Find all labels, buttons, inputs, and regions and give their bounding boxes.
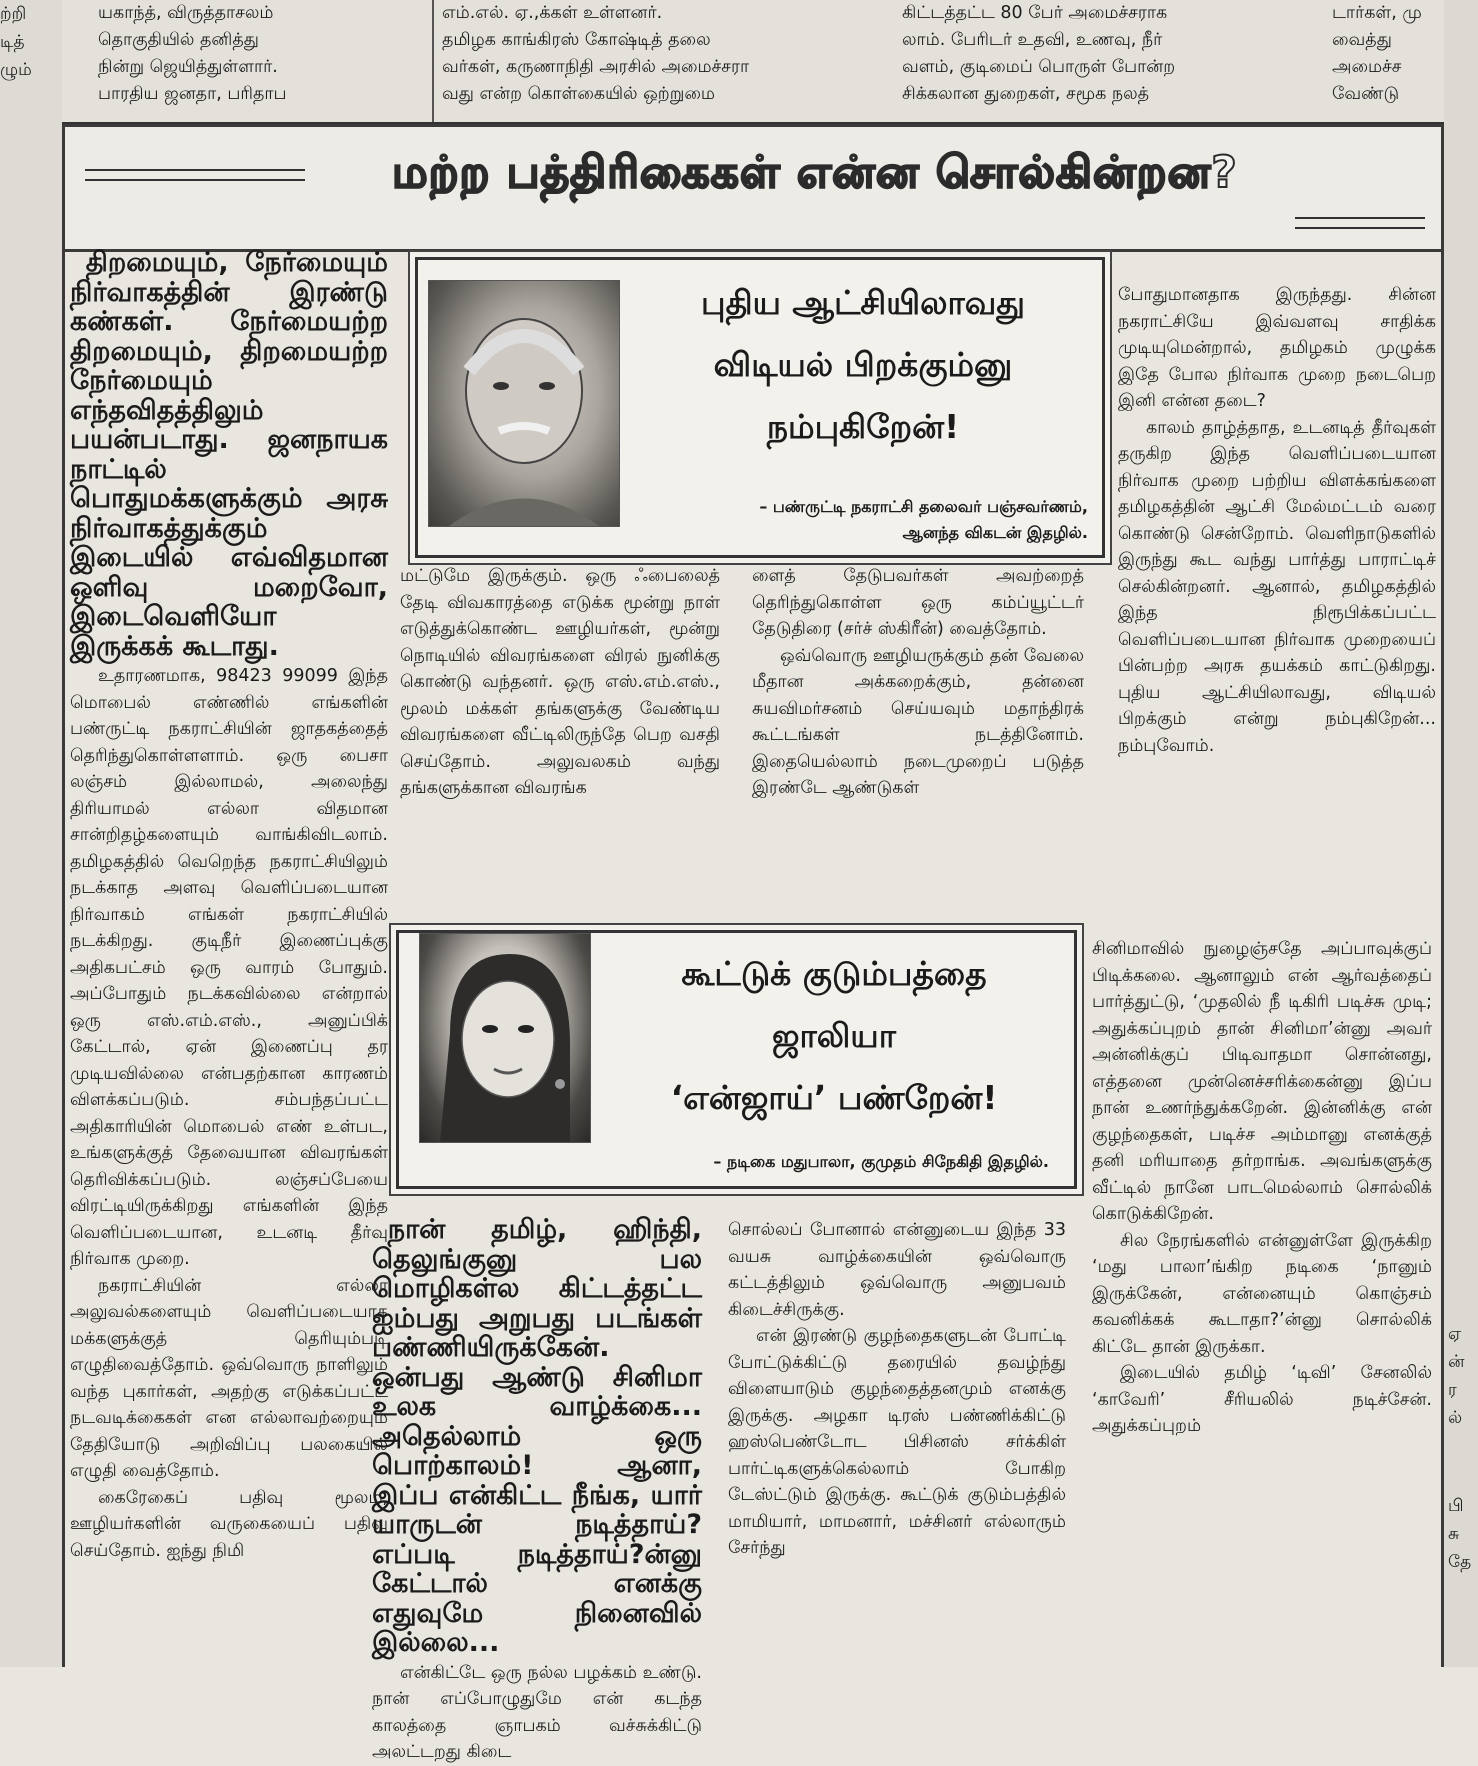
title-line: விடியல் பிறக்கும்னு <box>713 345 1013 384</box>
credit-line: – பண்ருட்டி நகராட்சி தலைவர் பஞ்சவர்ணம், <box>759 497 1088 516</box>
portrait-man-icon <box>428 280 620 527</box>
story1-credit <box>618 494 1088 546</box>
right-fragment: தே <box>1448 1552 1472 1572</box>
paragraph: கைரேகைப் பதிவு மூலம், ஊழியர்களின் வருகையைப் பதிவு செய்தோம். ஐந்து நிமி <box>70 1487 388 1561</box>
portrait-woman-icon-svg <box>420 934 590 1142</box>
story2-column-3 <box>1092 936 1432 1667</box>
story2-column-2 <box>728 1217 1066 1667</box>
section-headline: மற்ற பத்திரிகைகள் என்ன சொல்கின்றன? <box>392 147 1238 198</box>
right-fragment: ன் <box>1448 1352 1465 1372</box>
text-line: டார்கள், மு <box>1332 3 1422 23</box>
rule-line <box>85 179 305 181</box>
section-header <box>62 124 1444 252</box>
text-line: வளம், குடிமைப் பொருள் போன்ற <box>902 57 1176 77</box>
text-line: சிக்கலான துறைகள், சமூக நலத் <box>902 84 1150 104</box>
paragraph <box>372 1214 702 1660</box>
text-line: வர்கள், கருணாநிதி அரசில் அமைச்சரா <box>442 57 750 77</box>
paragraph: உதாரணமாக, 98423 99099 இந்த மொபைல் எண்ணில் எங்களின் பண்ருட்டி நகராட்சியின் ஜாதகத்தைத் தெரிந்துகொள்ளளாம். ஒரு பைசா லஞ்சம் இல்லாமல், அலைந்து திரியாமல் எல்லா விதமான சான்றிதழ்களையும் வாங்கிவிடலாம். தமிழகத்தில் வெறெந்த நகராட்சியிலும் நடக்காத அளவு வெளிப்படையான நிர்வாகம் எங்கள் நகராட்சியில் நடக்கிறது. குடிநீர் இணைப்புக்கு அதிகபட்சம் ஒரு வாரம் போதும். அப்போதும் நடக்கவில்லை என்றால் ஒரு எஸ்.எம்.எஸ்., அனுப்பிக் கேட்டால், ஏன் இணைப்பு தர முடியவில்லை என்பதற்கான காரணம் விளக்கப்படும். சம்பந்தப்பட்ட அதிகாரியின் மொபைல் எண் உள்பட, உங்களுக்குத் தேவையான விவரங்கள் தெரிவிக்கப்படும். லஞ்சப்பேயை விரட்டியிருக்கிறது எங்களின் இந்த வெளிப்படையான, உடனடி தீர்வு நிர்வாக முறை. <box>70 666 388 1269</box>
left-fragment: ற்றி <box>0 4 27 24</box>
left-fragment: ழும் <box>0 60 32 80</box>
paragraph: போதுமானதாக இருந்தது. சின்ன நகராட்சியே இவ்வளவு சாதிக்க முடியுமென்றால், தமிழகம் முழுக்க இதே போல நிர்வாக முறை நடைபெற இனி என்ன தடை? <box>1118 285 1436 411</box>
rule-line <box>1295 227 1425 229</box>
title-line: கூட்டுக் குடும்பத்தை <box>681 954 987 993</box>
portrait-man-icon-svg <box>429 281 619 526</box>
top-column-3 <box>902 0 1322 108</box>
paragraph: என்கிட்டே ஒரு நல்ல பழக்கம் உண்டு. நான் எப்போழுதுமே என் கடந்த காலத்தை ஞாபகம் வச்சுக்கிட்டு அலட்டறது கிடை <box>372 1662 702 1762</box>
column-divider <box>432 0 434 122</box>
paragraph: சில நேரங்களில் என்னுள்ளே இருக்கிற ‘மது பாலா’ங்கிற நடிகை ‘நானும் இருக்கேன், என்னையும் கொஞ்சம் கவனிக்கக் கூடாதா?’ன்னு சொல்லிக் கிட்டே தான் இருக்கா. <box>1092 1230 1432 1357</box>
paragraph: சொல்லப் போனால் என்னுடைய இந்த 33 வயசு வாழ்க்கையின் ஒவ்வொரு கட்டத்திலும் ஒவ்வொரு அனுபவம் கிடைச்சிருக்கு. <box>728 1220 1066 1320</box>
story2-column-1 <box>372 1214 702 1762</box>
top-column-2 <box>442 0 882 108</box>
text-line: அமைச்ச <box>1332 57 1402 77</box>
drop-cap-text: நான் தமிழ், ஹிந்தி, தெலுங்குனு பல மொழிகள்ல கிட்டத்தட்ட ஐம்பது அறுபது படங்கள் பண்ணியிருக்கேன். ஒன்பது ஆண்டு சினிமா உலக வாழ்க்கை... அதெல்லாம் ஒரு பொற்காலம்! ஆனா, இப்ப என்கிட்ட நீங்க, யார் யாருடன் நடித்தாய்? எப்படி நடித்தாய்?ன்னு கேட்டால் எனக்கு எதுவுமே நினைவில் இல்லை... <box>372 1214 702 1658</box>
story1-column-2 <box>400 563 720 883</box>
text-line: வைத்து <box>1332 30 1392 50</box>
story1-column-3 <box>752 563 1084 883</box>
text-line: நின்று ஜெயித்துள்ளார். <box>98 57 278 77</box>
paragraph: நகராட்சியின் எல்லா அலுவல்களையும் வெளிப்படையாக மக்களுக்குத் தெரியும்படி எழுதிவைத்தோம். ஒவ்வொரு நாளிலும் வந்த புகார்கள், அதற்கு எடுக்கப்பட்ட நடவடிக்கைகள் என எல்லாவற்றையும் தேதியோடு அறிவிப்பு பலகையில் எழுதி வைத்தோம். <box>70 1275 388 1481</box>
story1-column-4 <box>1118 282 1436 914</box>
right-fragment: ல் <box>1448 1408 1463 1428</box>
text-line: வேண்டு <box>1332 84 1400 104</box>
left-neighbor-column <box>0 0 62 1667</box>
text-line: லாம். பேரிடர் உதவி, உணவு, நீர் <box>902 30 1163 50</box>
story1-column-1 <box>70 247 388 1667</box>
right-fragment: ஏ <box>1448 1324 1462 1344</box>
story1-title <box>633 272 1093 458</box>
title-line: ஜாலியா <box>772 1016 896 1055</box>
title-line: புதிய ஆட்சியிலாவது <box>701 283 1025 322</box>
story2-quote-box <box>396 930 1077 1189</box>
text-line: எம்.எல். ஏ.,க்கள் உள்ளனர். <box>442 3 663 23</box>
paragraph: காலம் தாழ்த்தாத, உடனடித் தீர்வுகள் தருகிற இந்த வெளிப்படையான நிர்வாக முறை பற்றிய விளக்கங்களை தமிழகத்தின் ஆட்சி மேல்மட்டம் வரை கொண்டு சென்றோம். வெளிநாடுகளில் இருந்து கூட வந்து பார்த்து பாராட்டிச் செல்கின்றனர். ஆனால், தமிழகத்தில் இந்த நிரூபிக்கப்பட்ட வெளிப்படையான நிர்வாக முறையைப் பின்பற்ற அரசு தயக்கம் காட்டுகிறது. புதிய ஆட்சியிலாவது, விடியல் பிறக்கும் என்று நம்புகிறேன்... நம்புவோம். <box>1118 417 1436 756</box>
paragraph: என் இரண்டு குழந்தைகளுடன் போட்டி போட்டுக்கிட்டு தரையில் தவழ்ந்து விளையாடும் குழந்தைத்தனமும் எனக்கு இருக்கு. அழகா டிரஸ் பண்ணிக்கிட்டு ஹஸ்பெண்டோட பிசினஸ் சர்க்கிள் பார்ட்டிகளுக்கெல்லாம் போகிற டேஸ்ட்டும் இருக்கு. கூட்டுக் குடும்பத்தில் மாமியார், மாமனார், மச்சினர் எல்லாரும் சேர்ந்து <box>728 1326 1066 1558</box>
title-line: நம்புகிறேன்! <box>766 407 960 446</box>
portrait-woman-icon <box>419 933 591 1143</box>
story2-credit: – நடிகை மதுபாலா, குமுதம் சிநேகிதி இதழில். <box>713 1152 1049 1171</box>
left-fragment: டித் <box>0 32 25 52</box>
story1-quote-box <box>415 257 1105 558</box>
text-line: பாரதிய ஜனதா, பரிதாப <box>98 84 287 104</box>
text-line: கிட்டத்தட்ட 80 பேர் அமைச்சராக <box>902 3 1168 23</box>
story2-title <box>614 943 1054 1129</box>
paragraph: சினிமாவில் நுழைஞ்சதே அப்பாவுக்குப் பிடிக்கலை. ஆனாலும் என் ஆர்வத்தைப் பார்த்துட்டு, ‘முதலில் நீ டிகிரி படிச்சு முடி; அதுக்கப்புறம் தான் சினிமா’ன்னு அவர் அன்னிக்குப் பிடிவாதமா சொன்னது, எத்தனை முன்னெச்சரிக்கைன்னு இப்ப நான் உணர்ந்துக்கறேன். இன்னிக்கு என் குழந்தைகள், படிச்ச அம்மானு எனக்குத் தனி மரியாதை தர்றாங்க. அவங்களுக்கு வீட்டில் நானே பாடமெல்லாம் சொல்லிக் கொடுக்கிறேன். <box>1092 939 1432 1224</box>
paragraph: இடையில் தமிழ் ‘டிவி’ சேனலில் ‘காவேரி’ சீரியலில் நடிச்சேன். அதுக்கப்புறம் <box>1092 1363 1432 1436</box>
paragraph <box>70 247 388 663</box>
top-column-1 <box>98 0 428 108</box>
rule-line <box>1295 217 1425 219</box>
title-line: ‘என்ஜாய்’ பண்றேன்! <box>670 1078 998 1117</box>
text-line: தொகுதியில் தனித்து <box>98 30 259 50</box>
top-column-4 <box>1332 0 1444 108</box>
text-line: வது என்ற கொள்கையில் ஒற்றுமை <box>442 84 715 104</box>
right-fragment: சு <box>1448 1524 1460 1544</box>
right-fragment: பி <box>1448 1496 1464 1516</box>
credit-line: ஆனந்த விகடன் இதழில். <box>902 523 1088 542</box>
text-line: தமிழக காங்கிரஸ் கோஷ்டித் தலை <box>442 30 711 50</box>
text-line: யகாந்த், விருத்தாசலம் <box>98 3 274 23</box>
drop-cap-text: திறமையும், நேர்மையும் நிர்வாகத்தின் இரண்டு கண்கள். நேர்மையற்ற திறமையும், திறமையற்ற நேர்மையும் எந்தவிதத்திலும் பயன்படாது. ஜனநாயக நாட்டில் பொதுமக்களுக்கும் அரசு நிர்வாகத்துக்கும் இடையில் எவ்விதமான ஒளிவு மறைவோ, இடைவெளியோ இருக்கக் கூடாது. <box>70 247 388 662</box>
paragraph: ளைத் தேடுபவர்கள் அவற்றைத் தெரிந்துகொள்ள ஒரு கம்ப்யூட்டர் தேடுதிரை (சர்ச் ஸ்கிரீன்) வைத்தோம். <box>752 566 1084 639</box>
right-neighbor-column <box>1444 0 1478 1667</box>
paragraph: மட்டுமே இருக்கும். ஒரு ஃபைலைத் தேடி விவகாரத்தை எடுக்க மூன்று நாள் எடுத்துக்கொண்ட ஊழியர்கள், மூன்று நொடியில் விவரங்களை விரல் நுனிக்கு கொண்டு வந்தனர். ஒரு எஸ்.எம்.எஸ்., மூலம் மக்கள் தங்களுக்கு வேண்டிய விவரங்களை வீட்டிலிருந்தே பெற வசதி செய்தோம். அலுவலகம் வந்து தங்களுக்கான விவரங்க <box>400 566 720 798</box>
paragraph: ஒவ்வொரு ஊழியருக்கும் தன் வேலை மீதான அக்கறைக்கும், தன்னை சுயவிமர்சனம் செய்யவும் மதாந்திரக் கூட்டங்கள் நடத்தினோம். இதையெல்லாம் நடைமுறைப் படுத்த இரண்டே ஆண்டுகள் <box>752 645 1084 798</box>
right-fragment: ர <box>1448 1380 1457 1400</box>
rule-line <box>85 169 305 171</box>
previous-article-tail <box>62 0 1444 125</box>
